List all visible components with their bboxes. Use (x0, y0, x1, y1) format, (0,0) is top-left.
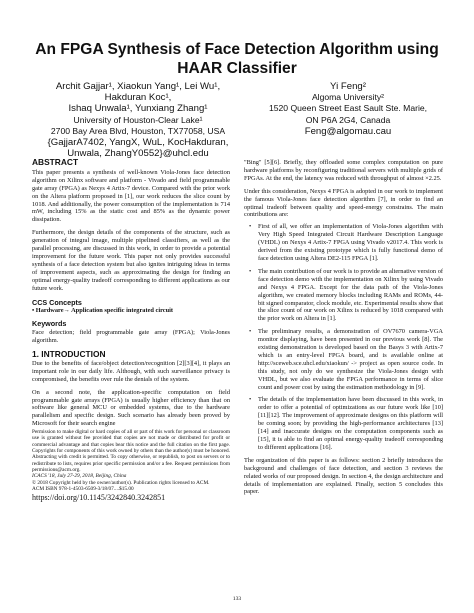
left-column (32, 159, 230, 503)
bullet-icon: • (249, 328, 252, 336)
list-item (249, 223, 443, 263)
author-names-1: Archit Gajjar¹, Xiaokun Yang¹, Lei Wu¹, (55, 81, 221, 92)
isbn-line: ACM ISBN 978-1-4503-6509-3/18/07....$15.00 (32, 485, 134, 492)
right-column (244, 159, 443, 496)
list-item (249, 267, 443, 323)
bullet-text-1: First of all, we offer an implementation of Viola-Jones algorithm with Very High Speed Integrated Circuit Hardware Description Language (VHDL) on Nexys 4 Artix-7 FPGA using Vivado v2017.4. This work is derived from the existing prototype which is fully functional demo of face detection using Altera DE2-115 FPGA [1]. (258, 223, 443, 262)
keywords-text: Face detection; field programmable gate array (FPGA); Viola-Jones algorithm. (32, 329, 230, 345)
bullet-icon: • (249, 267, 252, 275)
title-line-1: An FPGA Synthesis of Face Detection Algorithm using (35, 41, 439, 58)
author-block-right (250, 81, 446, 137)
affiliation-algoma: Algoma University² (311, 92, 385, 103)
introduction-heading: 1. INTRODUCTION (32, 349, 106, 360)
author-emails-2: Unwala, ZhangY0552}@uhcl.edu (67, 148, 209, 160)
affiliation-address: 2700 Bay Area Blvd, Houston, TX77058, USA (50, 125, 226, 136)
bullet-text-2: The main contribution of our work is to provide an alternative version of face detection demo with the implementation on Xilinx by using Vivado and Nexys 4 FPGA. Except for the data path of the Viola-Jones algorithm, we created memory blocks including RAMs and ROMs, 44-bit signed comparator, clock module, etc. Experimental results show that the slice count of our work on Xilinx is reduced by 1018 compared with the prior work on Altera in [1]. (258, 267, 443, 323)
affiliation-address-1: 1520 Queen Street East Sault Ste. Marie, (268, 103, 428, 114)
author-names-2: Hakduran Koc¹, (104, 92, 172, 104)
affiliation-address-2: ON P6A 2G4, Canada (305, 114, 391, 125)
keywords-heading: Keywords (32, 319, 67, 329)
right-paragraph-1: "Bing" [5][6]. Briefly, they offloaded some complex computation on pure hardware platforms by reconfiguring traditional servers with multiple grids of FPGAs. At the end, the latency was reduced with throughput of almost ×2.25. (244, 159, 443, 182)
bullet-icon: • (249, 223, 252, 231)
author-email-feng: Feng@algomau.cau (304, 125, 392, 137)
bullet-text-4: The details of the implementation have been discussed in this work, in order to offer a potential of optimizations as our future work like [10][11][12]. The improvement of approximate designs on this platform will be coming soon; by providing the high-performance architectures [13][14] and inaccurate designs on the computation components such as [15], it is able to find an optimal energy-quality tradeoff corresponding to different applications [16]. (258, 396, 443, 451)
ccs-heading: CCS Concepts (32, 297, 82, 307)
author-name-feng: Yi Feng² (330, 81, 366, 92)
list-item (249, 328, 443, 391)
page-number: 133 (232, 596, 242, 602)
right-paragraph-3: The organization of this paper is as follows: section 2 briefly introduces the background and challenges of face detection, and section 3 reviews the related works of our proposed design. In section 4, the design architecture and details of implementation are explained. Finally, section 5 concludes this paper. (244, 456, 443, 496)
permission-notice (32, 429, 230, 492)
affiliation-1: University of Houston-Clear Lake¹ (73, 114, 203, 125)
intro-paragraph-2: On a second note, the application-specific computation on field programmable gate arrays (FPGA) is usually higher efficiency than that on software like general MCU or embedded systems, due to the hardware parallelism and specific design. Such scenario has already been proved by Microsoft for their search engine (32, 388, 230, 428)
copyright-line: © 2018 Copyright held by the owner/author(s). Publication rights licensed to ACM. (32, 479, 210, 486)
intro-paragraph-1: Due to the benefits of face/object detection/recognition [2][3][4], it plays an important role in our daily life. Although, with such surveillance privacy is compromised, the benefits over rule the denials of the system. (32, 359, 230, 383)
abstract-paragraph-2: Furthermore, the design details of the components of the structure, such as generation of integral image, multiple pipelined classifiers, as well as the parallel processing, are discussed in this work, in order to provide a potential improvement for the future work. This paper not only provides successful synthesis of a face detection system but also ignites intriguing ideas in terms of improvement aspects, such as approximating the design for finding an optimal energy-quality tradeoff corresponding to different applications as our future work. (32, 229, 230, 292)
permission-text: Permission to make digital or hard copies of all or part of this work for personal or classroom use is granted without fee provided that copies are not made or distributed for profit or commercial advantage and that copies bear this notice and the full citation on the first page. Copyrights for components of this work owned by others than the author(s) must be honored. Abstracting with credit is permitted. To copy otherwise, or republish, to post on servers or to redistribute to lists, requires prior specific permission and/or a fee. Request permissions from permissions@acm.org. (32, 429, 230, 473)
author-block-left (22, 81, 254, 159)
right-paragraph-2: Under this consideration, Nexys 4 FPGA is adopted in our work to implement the famous Viola-Jones face detection algorithm [7], in order to find an optimal tradeoff between quality and speed-energy constrains. The main contributions are: (244, 187, 443, 219)
paper-title (0, 40, 474, 78)
doi-link[interactable]: https://doi.org/10.1145/3242840.3242851 (32, 493, 166, 503)
contribution-list (244, 223, 443, 451)
title-line-2: HAAR Classifier (177, 60, 297, 77)
conference-line: ICACS '18, July 27-29, 2018, Beijing, China (32, 473, 127, 480)
abstract-paragraph-1: This paper presents a synthesis of well-known Viola-Jones face detection algorithm on Xilinx software and platform - Vivado and field programmable gate array (FPGA) as Nexys 4 Artix-7 device. Compared with the prior work on the Altera platform proposed in [1], our work reduces the slice count by 1018. And additionally, the power consumption of the implementation is 714 mW, including 15% as the static cost and 85% as the dynamic power dissipation. (32, 168, 230, 224)
bullet-text-3: The preliminary results, a demonstration of OV7670 camera-VGA monitor displaying, have been presented in our previous work [8]. The existing demonstration is developed based on the Basys 3 with Artix-7 which is an entry-level FPGA board, and is available online at http://sceweb.sce.uhcl.edu/xiaokun/ -> project as open source code. In this study, not only do we synthesize the Viola-Jones design with VHDL, but we also evaluate the FPGA performance in terms of slice count and power cost by using the estimation methodology in [9]. (258, 328, 443, 391)
author-emails-1: {GajjarA7402, YangX, WuL, KocHakduran, (47, 137, 229, 149)
ccs-text: • Hardware→ Application specific integrated circuit (32, 307, 174, 315)
bullet-icon: • (249, 396, 252, 404)
list-item (249, 396, 443, 451)
abstract-heading: ABSTRACT (32, 157, 79, 167)
author-names-3: Ishaq Unwala¹, Yunxiang Zhang¹ (68, 103, 208, 115)
